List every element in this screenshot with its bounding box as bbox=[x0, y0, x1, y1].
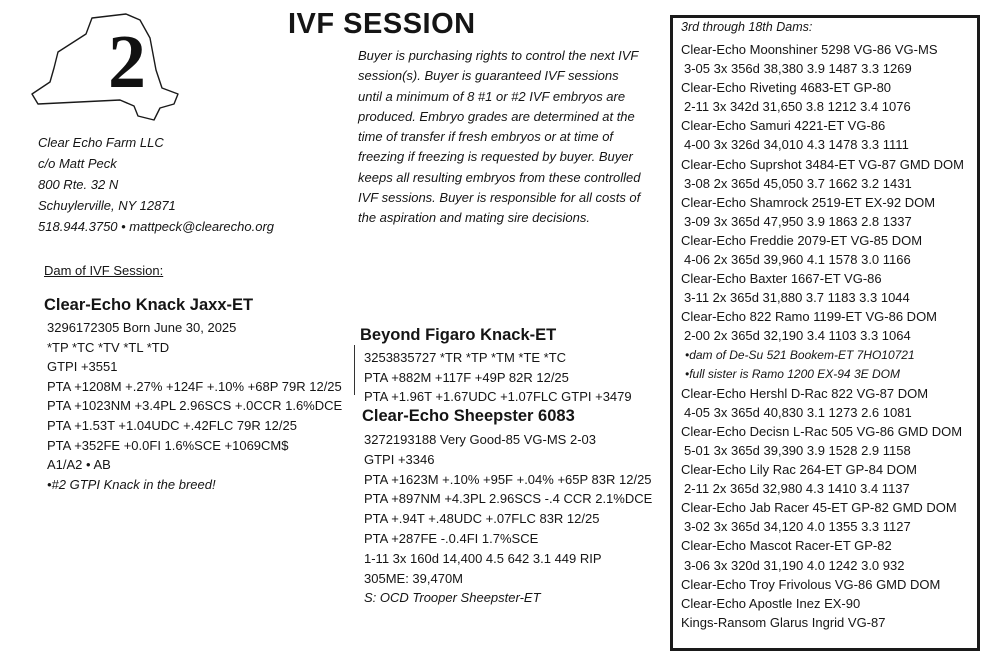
dams-heading: 3rd through 18th Dams: bbox=[681, 20, 813, 34]
ivf-terms bbox=[358, 46, 658, 229]
terms-line: until a minimum of 8 #1 or #2 IVF embryos are bbox=[358, 88, 626, 104]
dam-entry-name: Clear-Echo Shamrock 2519-ET EX-92 DOM bbox=[681, 194, 936, 210]
granddam-me: 305ME: 39,470M bbox=[364, 570, 464, 586]
consignor-contact bbox=[38, 132, 274, 237]
terms-line: IVF sessions. Buyer is responsible for all costs of bbox=[358, 190, 641, 206]
sire-pta-line: PTA +882M +117F +49P 82R 12/25 bbox=[364, 369, 569, 385]
lot-number: 2 bbox=[108, 20, 146, 104]
dam-entry bbox=[681, 536, 977, 574]
dam-pta-line: PTA +1023NM +3.4PL 2.96SCS +.0CCR 1.6%DCE bbox=[47, 398, 343, 414]
dam-entry-record: 4-05 3x 365d 40,830 3.1 1273 2.6 1081 bbox=[684, 404, 912, 420]
terms-line: produced. Embryo grades are determined at the bbox=[358, 108, 635, 124]
dam-pta-line: PTA +1208M +.27% +124F +.10% +68P 79R 12/25 bbox=[47, 378, 342, 394]
dam-section-label: Dam of IVF Session: bbox=[44, 263, 164, 278]
dam-entry bbox=[681, 498, 977, 536]
dam-details bbox=[47, 318, 342, 494]
dam-entry-record: 3-08 2x 365d 45,050 3.7 1662 3.2 1431 bbox=[684, 175, 912, 191]
dam-entry bbox=[681, 575, 977, 594]
dam-entry-record: 4-06 2x 365d 39,960 4.1 1578 3.0 1166 bbox=[684, 252, 911, 268]
dam-entry-record: 2-11 3x 342d 31,650 3.8 1212 3.4 1076 bbox=[684, 99, 911, 115]
dam-pta-line: PTA +1.53T +1.04UDC +.42FLC 79R 12/25 bbox=[47, 417, 297, 433]
dam-entry-name: Clear-Echo 822 Ramo 1199-ET VG-86 DOM bbox=[681, 309, 938, 325]
dam-entry-name: Kings-Ransom Glarus Ingrid VG-87 bbox=[681, 614, 886, 630]
granddam-pta-line: PTA +.94T +.48UDC +.07FLC 83R 12/25 bbox=[364, 511, 600, 527]
granddam-registration: 3272193188 Very Good-85 VG-MS 2-03 bbox=[364, 432, 596, 447]
granddam-sire: S: OCD Trooper Sheepster-ET bbox=[364, 590, 541, 606]
dam-entry bbox=[681, 613, 977, 632]
city-state-zip: Schuylerville, NY 12871 bbox=[38, 198, 176, 213]
dam-entry-record: 5-01 3x 365d 39,390 3.9 1528 2.9 1158 bbox=[684, 442, 911, 458]
dam-entry-name: Clear-Echo Decisn L-Rac 505 VG-86 GMD DOM bbox=[681, 423, 963, 439]
dam-gtpi: GTPI +3551 bbox=[47, 359, 118, 375]
dam-entry bbox=[681, 384, 977, 422]
dam-entry-name: Clear-Echo Riveting 4683-ET GP-80 bbox=[681, 80, 892, 96]
dam-entry bbox=[681, 231, 977, 269]
terms-line: keeps all resulting embryos from these controlled bbox=[358, 169, 641, 185]
pedigree-bracket bbox=[354, 345, 355, 395]
dam-entry bbox=[681, 40, 977, 78]
dam-entry-name: Clear-Echo Mascot Racer-ET GP-82 bbox=[681, 538, 892, 554]
granddam-pta-line: PTA +897NM +4.3PL 2.96SCS -.4 CCR 2.1%DCE bbox=[364, 491, 653, 507]
dam-entry bbox=[681, 78, 977, 116]
dam-entry-name: Clear-Echo Hershl D-Rac 822 VG-87 DOM bbox=[681, 385, 929, 401]
terms-line: session(s). Buyer is guaranteed IVF sessions bbox=[358, 68, 619, 84]
farm-name: Clear Echo Farm LLC bbox=[38, 135, 164, 150]
dam-entry bbox=[681, 594, 977, 613]
terms-line: Buyer is purchasing rights to control the next IVF bbox=[358, 48, 639, 63]
dam-beta-casein: A1/A2 • AB bbox=[47, 457, 111, 473]
street-address: 800 Rte. 32 N bbox=[38, 177, 119, 192]
dam-entry bbox=[681, 269, 977, 307]
dam-entry-record: 3-11 2x 365d 31,880 3.7 1183 3.3 1044 bbox=[684, 290, 910, 306]
dam-entry-name: Clear-Echo Jab Racer 45-ET GP-82 GMD DOM bbox=[681, 500, 957, 516]
granddam-gtpi: GTPI +3346 bbox=[364, 451, 435, 467]
dam-entry bbox=[681, 307, 977, 383]
dams-list bbox=[681, 40, 977, 632]
granddam-pta-line: PTA +287FE -.0.4FI 1.7%SCE bbox=[364, 530, 539, 546]
page-title: IVF SESSION bbox=[288, 8, 476, 40]
dam-entry-record: 4-00 3x 326d 34,010 4.3 1478 3.3 1111 bbox=[684, 137, 909, 153]
dam-entry bbox=[681, 155, 977, 193]
sire-pta-line: PTA +1.96T +1.67UDC +1.07FLC GTPI +3479 bbox=[364, 389, 632, 405]
dam-pta-line: PTA +352FE +0.0FI 1.6%SCE +1069CM$ bbox=[47, 437, 289, 453]
dam-haplotypes: *TP *TC *TV *TL *TD bbox=[47, 339, 170, 355]
sire-details bbox=[364, 348, 632, 407]
granddam-pta-line: PTA +1623M +.10% +95F +.04% +65P 83R 12/25 bbox=[364, 471, 652, 487]
dam-entry bbox=[681, 422, 977, 460]
terms-line: time of transfer if fresh embryos or at time of bbox=[358, 129, 614, 145]
dam-entry-record: 3-05 3x 356d 38,380 3.9 1487 3.3 1269 bbox=[684, 61, 912, 77]
dam-entry bbox=[681, 193, 977, 231]
granddam-name: Clear-Echo Sheepster 6083 bbox=[362, 407, 575, 425]
dam-entry bbox=[681, 116, 977, 154]
terms-line: the aspiration and mating sire decisions. bbox=[358, 210, 590, 226]
sire-registration: 3253835727 *TR *TP *TM *TE *TC bbox=[364, 350, 567, 365]
dam-entry-name: Clear-Echo Lily Rac 264-ET GP-84 DOM bbox=[681, 462, 918, 478]
granddam-record: 1-11 3x 160d 14,400 4.5 642 3.1 449 RIP bbox=[364, 550, 602, 566]
dam-name: Clear-Echo Knack Jaxx-ET bbox=[44, 296, 254, 314]
dam-entry-name: Clear-Echo Baxter 1667-ET VG-86 bbox=[681, 271, 882, 287]
dam-entry-name: Clear-Echo Apostle Inez EX-90 bbox=[681, 595, 861, 611]
dam-entry-record: 3-09 3x 365d 47,950 3.9 1863 2.8 1337 bbox=[684, 213, 912, 229]
dam-entry-record: 3-06 3x 320d 31,190 4.0 1242 3.0 932 bbox=[684, 557, 905, 573]
sire-name: Beyond Figaro Knack-ET bbox=[360, 326, 557, 344]
dam-entry-note: •dam of De-Su 521 Bookem-ET 7HO10721 bbox=[685, 347, 915, 362]
dam-entry-name: Clear-Echo Samuri 4221-ET VG-86 bbox=[681, 118, 886, 134]
granddam-details bbox=[364, 430, 652, 608]
dam-entry-note: •full sister is Ramo 1200 EX-94 3E DOM bbox=[685, 366, 900, 381]
dam-entry-name: Clear-Echo Troy Frivolous VG-86 GMD DOM bbox=[681, 576, 941, 592]
contact-person: c/o Matt Peck bbox=[38, 156, 117, 171]
dam-registration: 3296172305 Born June 30, 2025 bbox=[47, 320, 237, 335]
dam-entry-record: 3-02 3x 365d 34,120 4.0 1355 3.3 1127 bbox=[684, 519, 911, 535]
dam-entry-record: 2-00 2x 365d 32,190 3.4 1103 3.3 1064 bbox=[684, 328, 911, 344]
dam-entry-record: 2-11 2x 365d 32,980 4.3 1410 3.4 1137 bbox=[684, 481, 910, 497]
dam-entry bbox=[681, 460, 977, 498]
dam-entry-name: Clear-Echo Suprshot 3484-ET VG-87 GMD DOM bbox=[681, 156, 964, 172]
dam-entry-name: Clear-Echo Freddie 2079-ET VG-85 DOM bbox=[681, 232, 923, 248]
phone-email: 518.944.3750 • mattpeck@clearecho.org bbox=[38, 219, 275, 234]
dam-entry-name: Clear-Echo Moonshiner 5298 VG-86 VG-MS bbox=[681, 42, 938, 57]
dam-highlight-note: •#2 GTPI Knack in the breed! bbox=[47, 476, 216, 492]
terms-line: freezing if freezing is requested by buyer. Buyer bbox=[358, 149, 633, 165]
